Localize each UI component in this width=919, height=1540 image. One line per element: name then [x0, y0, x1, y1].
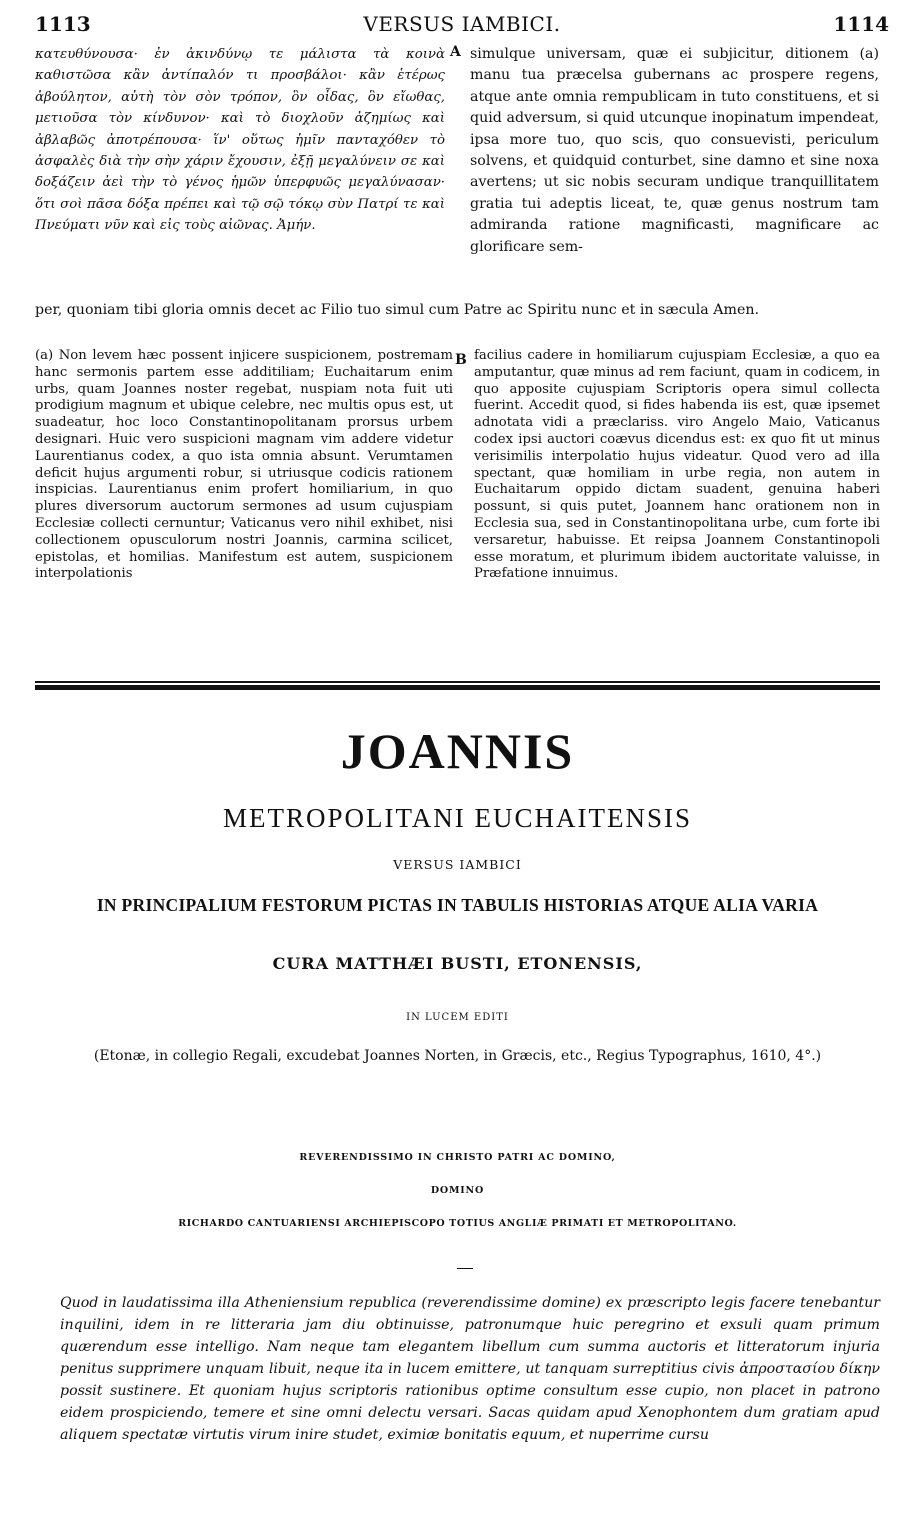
dedication-heading-2: DOMINO	[430, 1185, 485, 1196]
section-rule-thin	[35, 681, 880, 683]
dedication-heading-1: REVERENDISSIMO IN CHRISTO PATRI AC DOMINO,	[299, 1152, 616, 1163]
title-office: METROPOLITANI EUCHAITENSIS	[222, 803, 693, 833]
footnote-left: (a) Non levem hæc possent injicere suspicionem, postremam hanc sermonis partem esse additiliam; Euchaitarum enim urbs, quam Joannes noster regebat, nuspiam nota fuit uti prodigium magnum et ubique celebre, nec multis opus est, ut suadeatur, hoc loco Constantinopolitanam prorsus urbem designari. Huic vero suspicioni magnam vim addere videtur Laurentianus codex, a quo ista omnia absunt. Verumtamen deficit hujus argumenti robur, si utriusque codicis rationem inspicias. Laurentianus enim profert homiliarium, in quo plures diversorum auctorum sermones ad usum cujuspiam Ecclesiæ collecti cernuntur; Vaticanus vero nihil exhibet, nisi collectionem opusculorum nostri Joannis, carmina scilicet, epistolas, et homilias. Manifestum est autem, suspicionem interpolationis	[35, 348, 453, 582]
footnote-right: facilius cadere in homiliarum cujuspiam Ecclesiæ, a quo ea amputantur, quæ minus ad rem faciunt, quam in codicem, in quo apposite cujuspiam Scriptoris opera simul collecta fuerint. Accedit quod, si fides habenda iis est, quæ ipsemet adnotata vidi a præclariss. viro Angelo Maio, Vaticanus codex ipsi auctori coævus dicendus est: ex quo fit ut minus verisimilis interpolatio hujus videatur. Quod vero ad illa spectant, quæ homiliam in urbe regia, non autem in Euchaitarum oppido dictam suadent, genuina haberi possunt, si quis putet, Joannem hanc orationem non in Ecclesia sua, sed in Constantinopolitana urbe, cum forte ibi versaretur, habuisse. Et reipsa Joannem Constantinopoli esse moratum, et plurimum ibidem auctoritate valuisse, in Præfatione innuimus.	[474, 348, 880, 582]
right-page-number: 1114	[833, 12, 889, 36]
title-author: JOANNIS	[340, 723, 575, 779]
greek-column: κατευθύνουσα· ἐν ἀκινδύνῳ τε μάλιστα τὰ κοινὰ καθιστῶσα κἂν ἀντίπαλόν τι προσβάλοι· κἂν ἑτέρως ἀβούλητον, αὐτὴ τὸν σὸν τρόπον, ὃν οἶδας, ὃν εἴωθας, μετιοῦσα τὸν κίνδυνον· καὶ τὸ διοχλοῦν ἀζημίως καὶ ἀβλαβῶς ἀποτρέπουσα· ἵν' οὕτως ἡμῖν πανταχόθεν τὸ ἀσφαλὲς διὰ τὴν σὴν χάριν ἔχουσιν, ἐξῇ μεγαλύνειν σε καὶ δοξάζειν ἀεὶ τὴν τὸ γένος ἡμῶν ὑπερφυῶς μεγαλύνασαν· ὅτι σοὶ πᾶσα δόξα πρέπει καὶ τῷ σῷ τόκῳ σὺν Πατρί τε καὶ Πνεύματι νῦν καὶ εἰς τοὺς αἰῶνας. Ἀμήν.	[35, 47, 445, 234]
title-subject: IN PRINCIPALIUM FESTORUM PICTAS IN TABULIS HISTORIAS ATQUE ALIA VARIA	[96, 895, 819, 915]
running-header	[35, 12, 889, 42]
title-edition: IN LUCEM EDITI	[406, 1012, 509, 1023]
title-editor: CURA MATTHÆI BUSTI, ETONENSIS,	[272, 954, 643, 973]
separator-dash	[457, 1268, 473, 1269]
dedication-heading-3: RICHARDO CANTUARIENSI ARCHIEPISCOPO TOTIUS ANGLIÆ PRIMATI ET METROPOLITANO.	[178, 1218, 737, 1229]
left-page-number: 1113	[35, 12, 91, 36]
latin-continuation: per, quoniam tibi gloria omnis decet ac Filio tuo simul cum Patre ac Spiritu nunc et in sæcula Amen.	[35, 302, 759, 318]
section-rule-thick	[35, 685, 880, 690]
column-marker-a: A	[450, 44, 461, 60]
title-imprint: (Etonæ, in collegio Regali, excudebat Joannes Norten, in Græcis, etc., Regius Typographus, 1610, 4°.)	[93, 1048, 822, 1064]
column-marker-b: B	[455, 352, 467, 368]
title-work: VERSUS IAMBICI	[393, 857, 522, 872]
dedication-text: Quod in laudatissima illa Atheniensium republica (reverendissime domine) ex præscripto legis facere tenebantur inquilini, idem in re litteraria jam diu obtinuisse, patronumque huic peregrino et exsuli quam primum quærendum esse intelligo. Nam neque tam elegantem libellum cum summa auctoris et litteratorum injuria penitus supprimere unquam libuit, neque ita in lucem emittere, ut tanquam surreptitius civis ἀπροστασίου δίκην possit sustinere. Et quoniam hujus scriptoris rationibus optime consultum esse cupio, non placet in patrono eidem prospiciendo, temere et sine omni delectu versari. Sacas quidam apud Xenophontem dum gratiam apud aliquem spectatæ virtutis virum inire studet, eximiæ bonitatis equum, et nuperrime cursu	[60, 1295, 880, 1443]
latin-column: simulque universam, quæ ei subjicitur, ditionem (a) manu tua præcelsa gubernans ac prospere regens, atque ante omnia rempublicam in tuto constituens, et si quid adversum, si quid utcunque inopinatum impendeat, ipsa more tuo, quo scis, quo consuevisti, periculum solvens, et quidquid conturbet, sine damno et sine noxa avertens; ut sic nobis securam undique tranquillitatem gratia tui adeptis liceat, te, quæ genus nostrum tam admiranda ratione magnificasti, magnificare ac glorificare sem-	[470, 46, 879, 255]
running-title: VERSUS IAMBICI.	[363, 12, 561, 36]
